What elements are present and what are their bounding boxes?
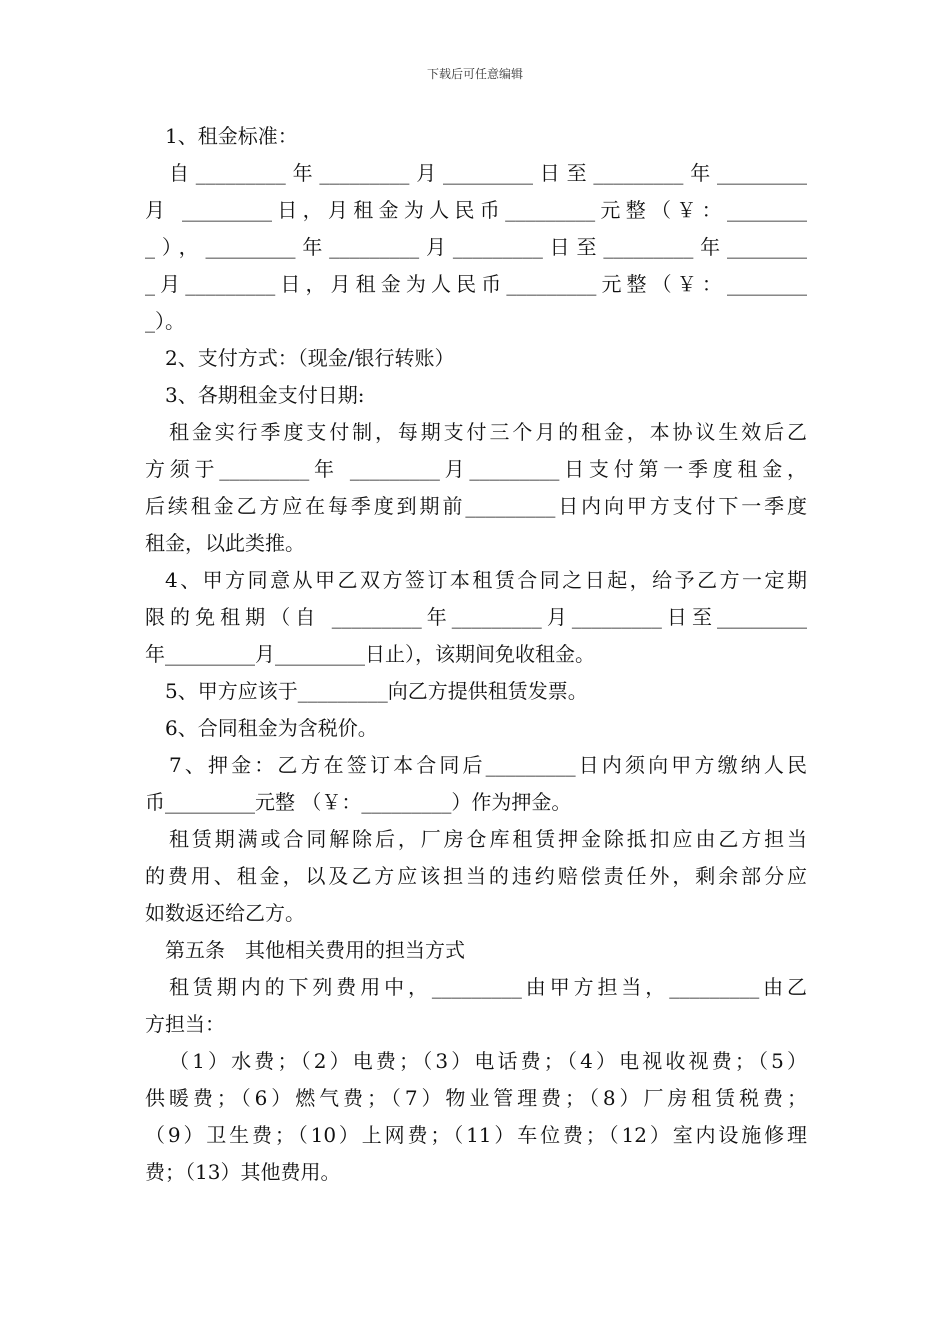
clause-4-line: 4、甲方同意从甲乙双方签订本租赁合同之日起，给予乙方一定期 [165, 568, 807, 592]
clause-6-tax: 6、合同租金为含税价。 [165, 716, 378, 740]
clause-3-line: 后续租金乙方应在每季度到期前_________日内向甲方支付下一季度 [145, 494, 807, 518]
fees-list-line: （9）卫生费；（10）上网费；（11）车位费；（12）室内设施修理 [145, 1123, 807, 1147]
clause-3-line: 租金，以此类推。 [145, 531, 305, 555]
fees-list-line: （1）水费；（2）电费；（3）电话费；（4）电视收视费；（5） [169, 1049, 807, 1073]
clause-1-line: 月 _________日，月租金为人民币_________元整（￥：________ [145, 198, 807, 222]
clause-1-title: 1、租金标准： [165, 124, 298, 148]
deposit-refund-line: 如数返还给乙方。 [145, 901, 305, 925]
clause-7-line: 7、押金：乙方在签订本合同后_________日内须向甲方缴纳人民 [169, 753, 807, 777]
clause-4-line: 限的免租期（自 _________年_________月_________日至_________ [145, 605, 807, 629]
article-5-heading: 第五条 其他相关费用的担当方式 [165, 938, 465, 962]
clause-3-line: 方须于_________年 _________月_________日支付第一季度租金， [145, 457, 807, 481]
fees-line: 方担当： [145, 1012, 225, 1036]
fees-line: 租赁期内的下列费用中，_________由甲方担当，_________由乙 [169, 975, 807, 999]
document-body [145, 118, 807, 1191]
deposit-refund-line: 的费用、租金，以及乙方应该担当的违约赔偿责任外，剩余部分应 [145, 864, 807, 888]
clause-5-invoice: 5、甲方应该于_________向乙方提供租赁发票。 [165, 679, 588, 703]
clause-2-payment-method: 2、支付方式：（现金/银行转账） [165, 346, 455, 370]
clause-3-title: 3、各期租金支付日期: [165, 383, 365, 407]
page-header-note: 下载后可任意编辑 [426, 67, 523, 81]
fees-list-line: 供暖费；（6）燃气费；（7）物业管理费；（8）厂房租赁税费； [145, 1086, 807, 1110]
clause-1-line: 自_________年_________月_________日至_________年_________ [169, 161, 807, 185]
clause-3-line: 租金实行季度支付制，每期支付三个月的租金，本协议生效后乙 [169, 420, 807, 444]
clause-7-line: 币_________元整 （￥：_________）作为押金。 [145, 790, 572, 814]
clause-4-line: 年_________月_________日止），该期间免收租金。 [145, 642, 595, 666]
clause-1-line: _月_________日，月租金为人民币_________元整（￥：________ [145, 272, 807, 296]
deposit-refund-line: 租赁期满或合同解除后，厂房仓库租赁押金除抵扣应由乙方担当 [169, 827, 807, 851]
clause-1-line: _）。 [145, 309, 185, 333]
clause-1-line: _），_________年_________月_________日至_________年________ [145, 235, 807, 259]
fees-list-line: 费；（13）其他费用。 [145, 1160, 341, 1184]
